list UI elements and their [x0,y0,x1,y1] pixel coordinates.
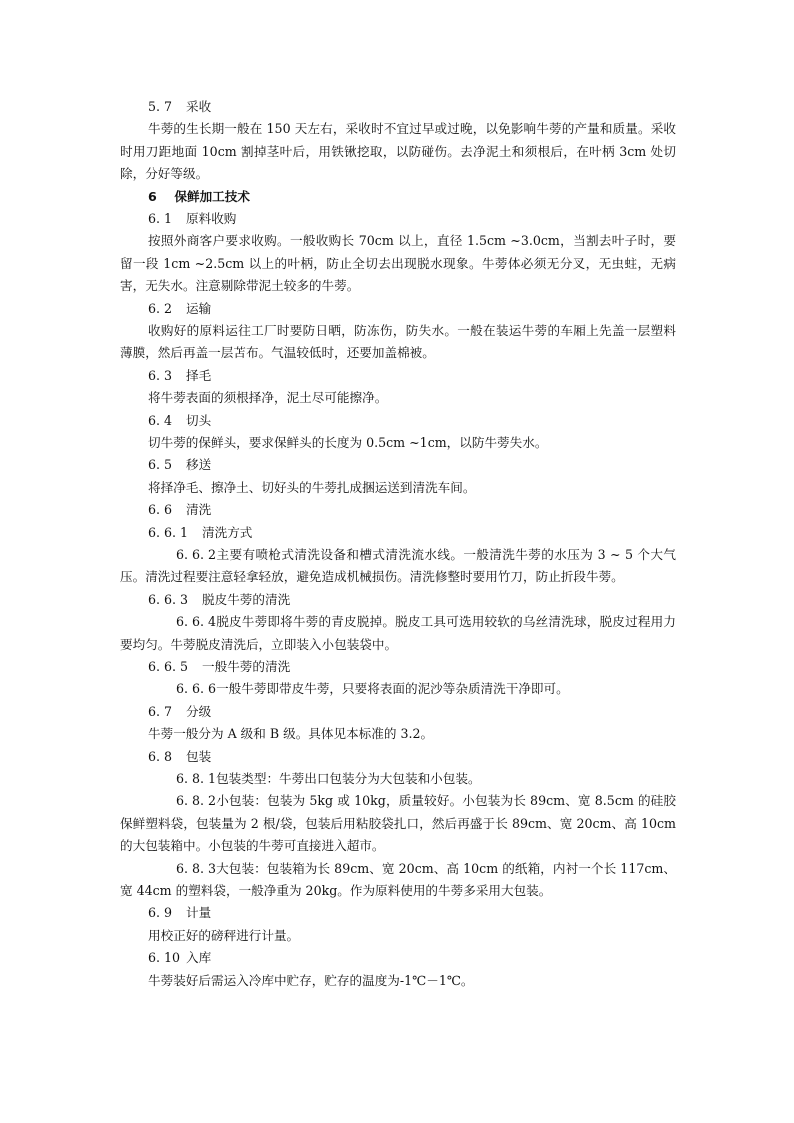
section-title: 分级 [186,703,212,719]
paragraph-text: 主要有喷枪式清洗设备和槽式清洗流水线。一般清洗牛蒡的水压为 3 ~ 5 个大气压。清洗过程要注意轻拿轻放，避免造成机械损伤。清洗修整时要用竹刀，防止折段牛蒡。 [120,546,676,585]
chapter-number: 6 [148,188,157,204]
paragraph-pick-roots: 将牛蒡表面的须根择净，泥土尽可能擦净。 [148,390,388,406]
paragraph-text: 包装类型：牛蒡出口包装分为大包装和小包装。 [216,770,481,786]
section-title: 采收 [186,99,212,114]
section-heading-6-6 [120,499,676,521]
section-heading-6-8 [120,746,676,768]
paragraph-text: 小包装：包装为 5kg 或 10kg，质量较好。小包装为长 89cm、宽 8.5cm 的硅胶保鲜塑料袋，包装量为 2 根/袋，包装后用粘胶袋扎口，然后再盛于长 89cm、宽 20cm、高 10cm 的大包装箱中。小包装的牛蒡可直接进入超市。 [120,793,676,854]
section-number: 5. 7 [148,99,173,114]
section-title: 择毛 [186,367,212,383]
section-heading-6-5 [120,454,676,476]
paragraph-storage: 牛蒡装好后需运入冷库中贮存，贮存的温度为-1℃－1℃。 [148,972,474,988]
section-number: 6. 6. 1 [148,524,189,540]
section-heading-6-2 [120,298,676,320]
section-number: 6. 1 [148,211,173,226]
paragraph-text: 一般牛蒡即带皮牛蒡，只要将表面的泥沙等杂质清洗干净即可。 [216,681,569,697]
section-heading-6-10 [120,947,676,969]
section-heading-6-1 [120,208,676,230]
section-title: 计量 [186,905,212,921]
section-title: 移送 [186,457,212,473]
section-heading-6-6-1 [120,522,676,544]
section-number: 6. 6. 2 [176,546,217,562]
paragraph-text: 大包装：包装箱为长 89cm、宽 20cm、高 10cm 的纸箱，内衬一个长 117cm、宽 44cm 的塑料袋，一般净重为 20kg。作为原料使用的牛蒡多采用大包装。 [120,860,677,899]
paragraph-harvest: 牛蒡的生长期一般在 150 天左右，采收时不宜过早或过晚，以免影响牛蒡的产量和质量。采收时用刀距地面 10cm 割掉茎叶后，用铁锹挖取，以防碰伤。去净泥土和须根后，在叶柄 3cm 处切除，分好等级。 [120,121,676,182]
paragraph-6-8-1 [120,768,676,790]
section-number: 6. 6. 3 [148,591,189,607]
section-number: 6. 6. 6 [176,681,217,697]
paragraph-cut-head: 切牛蒡的保鲜头，要求保鲜头的长度为 0.5cm ~1cm，以防牛蒡失水。 [148,435,548,450]
section-number: 6. 6. 4 [176,614,217,630]
section-title: 切头 [186,412,212,428]
section-number: 6. 8 [148,748,173,764]
section-number: 6. 2 [148,300,173,316]
section-number: 6. 9 [148,905,173,921]
section-title: 原料收购 [186,211,237,226]
section-number: 6. 8. 3 [176,860,217,876]
section-number: 6. 4 [148,412,173,428]
section-heading-6-7 [120,701,676,723]
paragraph-6-6-2 [120,544,676,589]
paragraph-6-8-3 [120,858,676,903]
paragraph-transport: 收购好的原料运往工厂时要防日晒，防冻伤，防失水。一般在装运牛蒡的车厢上先盖一层塑料薄膜，然后再盖一层苫布。气温较低时，还要加盖棉被。 [120,323,676,361]
section-title: 入库 [186,950,212,966]
section-number: 6. 10 [148,950,181,966]
paragraph-metering: 用校正好的磅秤进行计量。 [148,927,300,943]
section-title: 包装 [186,748,212,764]
section-number: 6. 6 [148,502,173,518]
section-title: 一般牛蒡的清洗 [202,659,291,674]
section-number: 6. 8. 2 [176,793,217,809]
section-heading-5-7 [120,96,676,118]
section-title: 清洗方式 [202,524,253,540]
paragraph-6-6-4 [120,611,676,656]
section-heading-6-4 [120,410,676,432]
section-number: 6. 3 [148,367,173,383]
chapter-heading-6 [120,186,676,208]
section-number: 6. 8. 1 [176,770,217,786]
section-heading-6-3 [120,365,676,387]
section-title: 脱皮牛蒡的清洗 [202,591,291,607]
chapter-title: 保鲜加工技术 [174,188,250,204]
paragraph-transfer: 将择净毛、擦净土、切好头的牛蒡扎成捆运送到清洗车间。 [148,479,476,495]
section-heading-6-6-3 [120,589,676,611]
section-title: 清洗 [186,502,212,518]
paragraph-6-6-6 [120,678,676,700]
paragraph-6-8-2 [120,790,676,857]
section-number: 6. 5 [148,457,173,473]
section-heading-6-9 [120,902,676,924]
paragraph-purchase: 按照外商客户要求收购。一般收购长 70cm 以上，直径 1.5cm ~3.0cm，当割去叶子时，要留一段 1cm ~2.5cm 以上的叶柄，防止全切去出现脱水现象。牛蒡体必须无分叉，无虫蛀，无病害，无失水。注意剔除带泥土较多的牛蒡。 [120,233,676,294]
paragraph-text: 脱皮牛蒡即将牛蒡的青皮脱掉。脱皮工具可选用较软的乌丝清洗球，脱皮过程用力要均匀。牛蒡脱皮清洗后，立即装入小包装袋中。 [120,614,676,652]
section-number: 6. 7 [148,703,173,719]
document-body [120,96,676,992]
section-title: 运输 [186,300,212,316]
section-heading-6-6-5 [120,656,676,678]
section-number: 6. 6. 5 [148,659,189,674]
paragraph-grading: 牛蒡一般分为 A 级和 B 级。具体见本标准的 3.2。 [148,726,434,742]
